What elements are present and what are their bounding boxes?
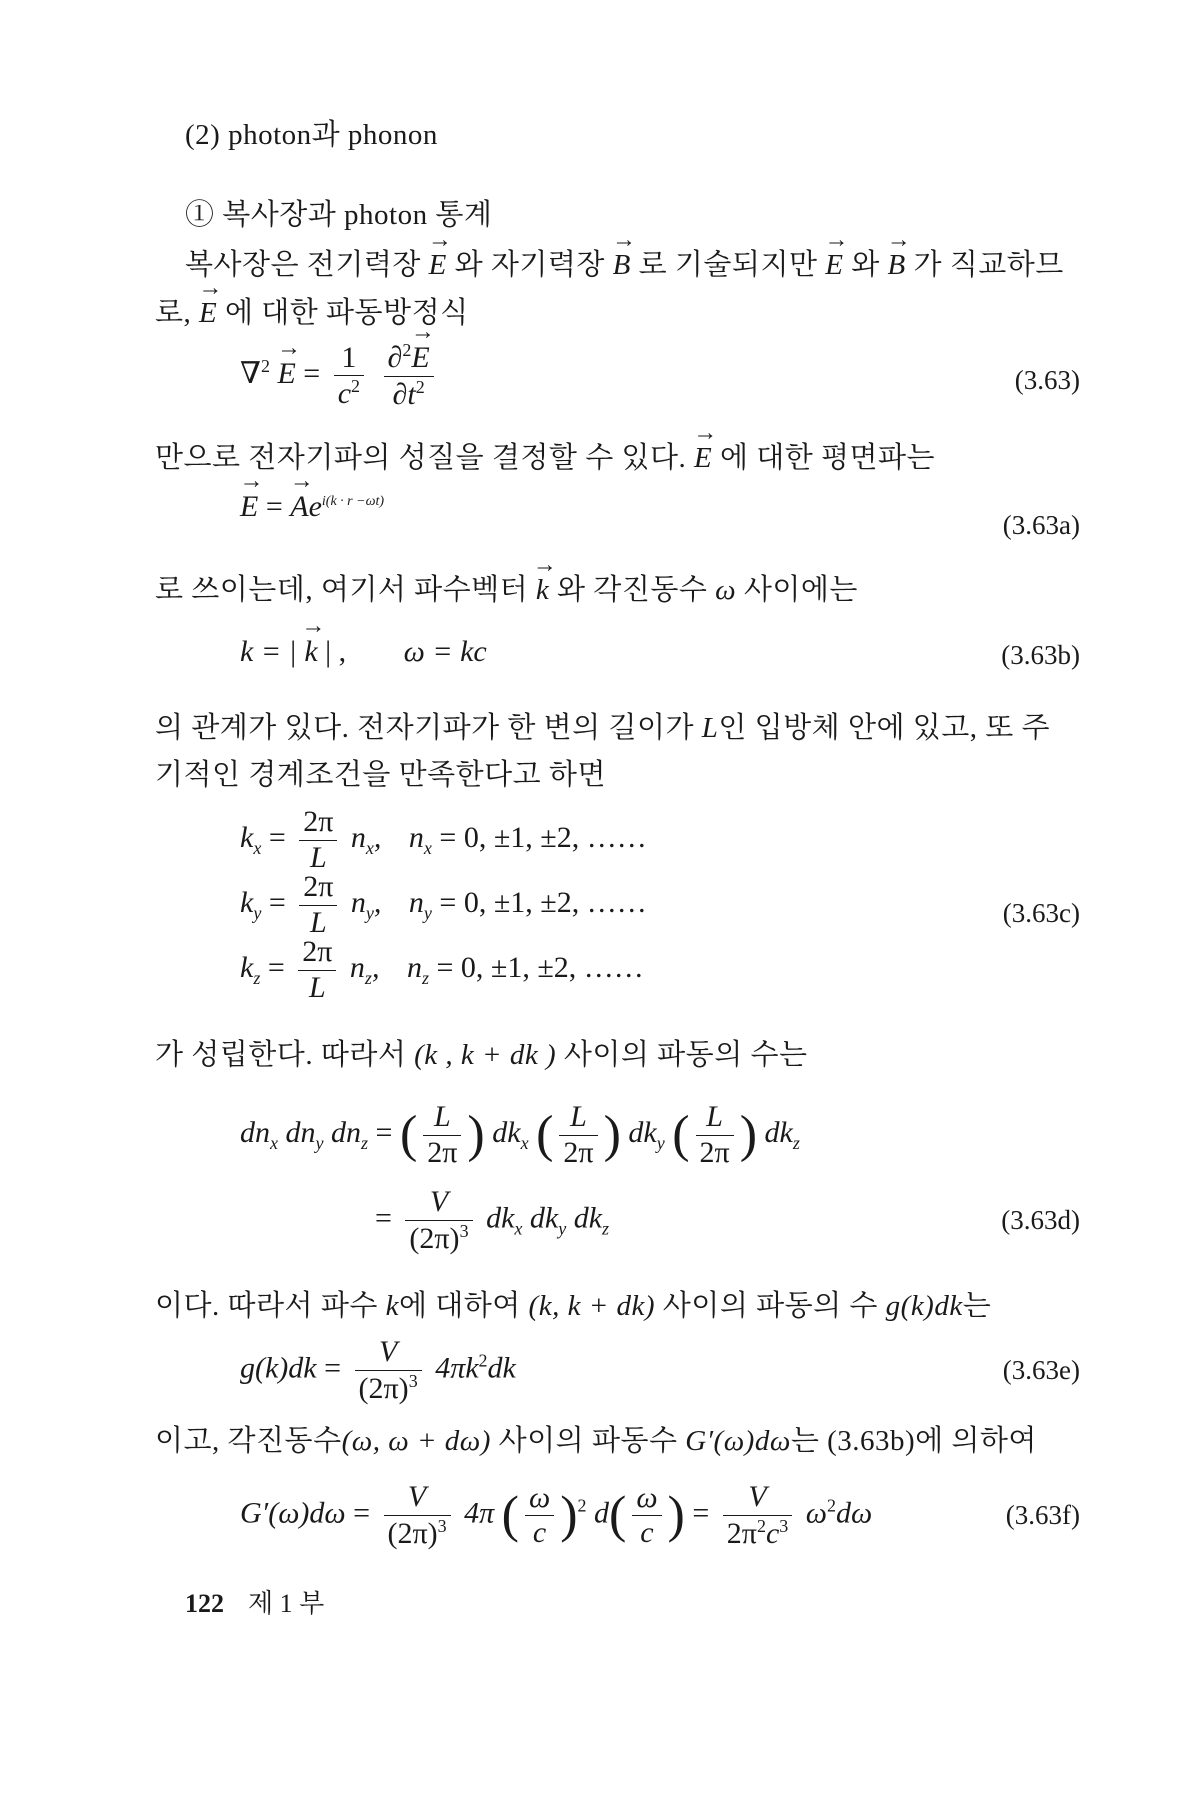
numerator: 1 [334,341,364,377]
denominator: L [309,905,327,939]
superscript: 3 [408,1370,418,1391]
equation-3-63c-row-x: $k_x$ = $\frac{2\pi}{L}$ $n_x$, $n_x = 0$, ±1, ±2, …… [240,805,647,874]
vector-E: → E [277,357,295,391]
superscript: 2 [756,1515,766,1536]
denominator [405,1221,472,1257]
equation-3-63c-row-z: $k_z$ = $\frac{2\pi}{L}$ $n_z$, $n_z = 0$, ±1, ±2, …… [240,935,644,1004]
dk-symbol: dk [764,1115,793,1149]
denominator-text: (2π) [387,1516,438,1550]
superscript: 2 [826,1495,836,1516]
numerator: L [423,1100,461,1136]
equation-number: (3.63e) [1002,1355,1080,1385]
G-expression: G′(ω)dω [240,1496,346,1530]
equals-sign: = [375,1115,393,1149]
fraction-L-over-2pi [559,1100,597,1170]
section-heading: (2) photon과 phonon [185,119,438,151]
fraction-V-over-2pi3 [405,1185,472,1256]
dk-symbol: dk [492,1115,521,1149]
partial-symbol: ∂ [387,341,403,374]
text-span: 사이의 파동의 수 [662,1290,878,1322]
fraction-2pi-over-L [298,935,336,1005]
magnitude-right: | , [325,635,347,668]
text-span: 사이에는 [743,574,858,606]
paragraph-4-line-1 [155,705,1050,746]
text-span: 만으로 전자기파의 성질을 결정할 수 있다. [155,442,687,474]
numerator: ω [525,1481,554,1517]
page-number: 122 [185,1589,224,1618]
superscript: 3 [459,1220,469,1241]
fraction-d2E-dt2 [384,340,434,412]
subscript: z [421,967,429,988]
superscript: 3 [437,1515,447,1536]
equation-3-63e [240,1335,516,1406]
denominator-text: 2π [726,1516,757,1550]
denominator-text: c [337,377,352,410]
k-range: (k , k + dk ) [414,1039,557,1071]
vector-E: → E [240,490,258,524]
symbol-L: L [701,712,719,744]
exponential-e: e [308,490,322,523]
paragraph-2 [155,435,935,476]
subscript: x [423,837,432,858]
denominator-text: (2π) [409,1221,460,1255]
n-symbol: n [350,820,366,854]
c-symbol: c [765,1516,780,1550]
text-span: 로 기술되지만 [638,249,818,281]
omega-symbol: ω [805,1496,827,1530]
paragraph-7 [155,1418,1037,1459]
superscript: 2 [260,355,270,376]
numerator: V [384,1480,451,1516]
paragraph-6 [155,1283,991,1324]
denominator-text: ∂t [392,377,416,411]
denominator: L [309,970,326,1004]
denominator: 2π [699,1135,730,1169]
superscript: 3 [779,1515,789,1536]
equation-number: (3.63c) [1002,898,1080,928]
paragraph-4-line-2: 기적인 경계조건을 만족한다고 하면 [155,759,606,791]
equals-sign: = [353,1496,370,1530]
numerator: 2π [299,870,337,906]
fraction-2pi-over-L [299,870,337,940]
equals-sign: = [375,1201,392,1235]
text-span: 에 대하여 [398,1290,521,1322]
denominator [334,376,364,412]
text-span: 로 쓰이는데, 여기서 파수벡터 [155,574,529,606]
text-span: 사이의 파동수 [498,1425,678,1457]
superscript: 2 [402,340,412,360]
equals-sign: = [265,490,283,523]
text-span: 복사장은 전기력장 [185,249,421,281]
text-span: 인 입방체 안에 있고, 또 주 [718,712,1051,744]
k-scalar-range: (k, k + dk) [528,1290,656,1322]
G-expression: G′(ω)dω [685,1425,791,1457]
equation-3-63d-line-2: = $\frac{V}{(2\pi)^3}$ $dk_x$ $dk_y$ $dk_z$ [375,1185,610,1255]
denominator [355,1371,422,1407]
fraction-L-over-2pi [696,1100,734,1170]
k-symbol: k [240,820,254,854]
text-span: 에 대한 평면파는 [719,442,936,474]
equation-3-63f: G′(ω)dω = $\frac{V}{(2\pi)^3}$ 4π ( $\frac{\omega}{c}$ )$^2$ d( $\frac{\omega}{c}$ ) = $\frac{V}{2\pi^2c^3}$ $\omega^2d\omega$ [240,1480,873,1550]
denominator [384,377,434,413]
paragraph-5 [155,1032,808,1073]
numerator: L [696,1100,734,1136]
k-symbol: k [240,885,254,919]
denominator [384,1516,451,1552]
part-label: 제 1 부 [248,1589,325,1618]
equals-sign: = [268,885,286,919]
text-span: 가 성립한다. 따라서 [155,1039,407,1071]
vector-E: → E [429,249,447,282]
k-symbol: k [240,950,254,984]
n-symbol: n [408,885,424,919]
vector-k: → k [304,635,317,669]
vector-E: → E [825,249,843,282]
vector-A: → A [290,490,308,524]
omega-symbol: ω [715,574,737,606]
subscript: z [364,967,372,988]
vector-B: → B [887,249,905,282]
n-symbol: n [406,950,422,984]
fraction-2pi-over-L [299,805,337,875]
equals-sign: = [324,1351,342,1385]
text-span: 는 [962,1290,992,1322]
equals-sign: = [692,1496,710,1530]
nabla-symbol: ∇ [240,356,261,390]
d-symbol: d [594,1496,610,1530]
dk-symbol: dk [487,1351,516,1385]
equation-number: (3.63b) [1001,640,1080,670]
superscript: 2 [351,376,361,396]
denominator-text: (2π) [358,1371,409,1405]
n-symbol: n [349,950,365,984]
denominator [723,1516,792,1552]
denominator: L [309,840,327,874]
numerator: V [355,1335,422,1371]
omega-range: (ω, ω + dω) [341,1425,491,1457]
vector-E: → E [199,297,217,330]
n-symbol: n [408,820,424,854]
text-span: 가 직교하므 [913,249,1064,281]
k-symbol: k [385,1290,399,1322]
fraction-V-over-2pi3 [384,1480,451,1551]
dk-symbol: dk [628,1115,657,1149]
equation-3-63c-row-y: $k_y$ = $\frac{2\pi}{L}$ $n_y$, $n_y = 0$, ±1, ±2, …… [240,870,647,939]
subscript: x [365,837,374,858]
vector-B: → B [613,249,631,282]
fraction-L-over-2pi [423,1100,461,1170]
numerator: V [405,1185,472,1221]
rhs-term: 4πk [435,1351,479,1385]
equation-number: (3.63f) [1005,1500,1080,1530]
superscript: 2 [478,1350,488,1371]
dn-symbol: dn [331,1115,361,1149]
text-span: 와 자기력장 [454,249,605,281]
text-span: 이고, 각진동수 [155,1425,342,1457]
paragraph-1-line-1 [185,242,1064,283]
condition: = 0, ±1, ±2, …… [436,950,644,984]
text-span: 로, [155,297,192,329]
text-span: 는 (3.63b)에 의하여 [790,1425,1037,1457]
numerator: L [559,1100,597,1136]
condition: = 0, ±1, ±2, …… [439,820,647,854]
subscript: y [253,902,262,923]
fraction-omega-over-c [525,1481,554,1551]
vector-E: → E [411,341,429,376]
vector-k: → k [536,574,549,607]
vector-E: → E [694,442,712,475]
fraction-omega-over-c [632,1481,661,1551]
equals-sign: = [267,950,285,984]
equals-sign: = [303,356,321,390]
fraction-V-over-2pi3 [355,1335,422,1406]
fraction-V-over-2pi2c3 [723,1480,792,1551]
numerator: 2π [299,805,337,841]
equation-3-63b [240,635,487,669]
dispersion-relation: ω = kc [403,635,487,668]
equation-number: (3.63d) [1001,1205,1080,1235]
equation-3-63 [240,340,440,412]
dn-symbol: dn [285,1115,316,1149]
numerator: 2π [298,935,336,971]
subscript: x [253,837,262,858]
numerator: V [723,1480,792,1516]
g-expression: g(k)dk [240,1351,317,1385]
dk-symbol: dk [486,1201,515,1235]
denominator: c [532,1516,547,1549]
denominator: c [640,1516,654,1549]
text-span: 의 관계가 있다. 전자기파가 한 변의 길이가 [155,712,694,744]
superscript: 2 [577,1495,587,1516]
d-omega: dω [835,1496,873,1530]
equation-3-63a [240,490,384,524]
n-symbol: n [350,885,366,919]
magnitude-left: k = | [240,635,297,668]
denominator: 2π [427,1135,458,1169]
text-span: 와 각진동수 [557,574,708,606]
dk-symbol: dk [573,1201,603,1235]
subscript: z [253,967,261,988]
denominator: 2π [563,1135,594,1169]
numerator [384,340,434,377]
dn-symbol: dn [240,1115,270,1149]
g-expression: g(k)dk [885,1290,963,1322]
superscript: 2 [415,376,425,397]
subscript: y [365,902,374,923]
condition: = 0, ±1, ±2, …… [439,885,647,919]
text-span: 에 대한 파동방정식 [224,297,469,329]
subsection-heading: ① 복사장과 photon 통계 [185,199,493,231]
equation-number: (3.63a) [1002,510,1080,540]
text-span: 이다. 따라서 파수 [155,1290,378,1322]
equation-3-63d-line-1: $dn_x$ $dn_y$ $dn_z$ = ( $\frac{L}{2\pi}$ ) $dk_x$ ( $\frac{L}{2\pi}$ ) $dk_y$ ( $\frac{L}{2\pi}$ ) $dk_z$ [240,1100,800,1169]
equation-number: (3.63) [1014,365,1080,395]
page-footer [185,1583,324,1620]
four-pi: 4π [464,1496,495,1530]
text-span: 와 [851,249,880,281]
numerator: ω [632,1481,661,1517]
subscript: y [423,902,432,923]
paragraph-3 [155,567,858,608]
exponent: i(k · r −ωt) [321,494,385,509]
equals-sign: = [268,820,286,854]
fraction-one-over-c2 [334,341,364,412]
text-span: 사이의 파동의 수는 [563,1039,808,1071]
dk-symbol: dk [529,1201,559,1235]
